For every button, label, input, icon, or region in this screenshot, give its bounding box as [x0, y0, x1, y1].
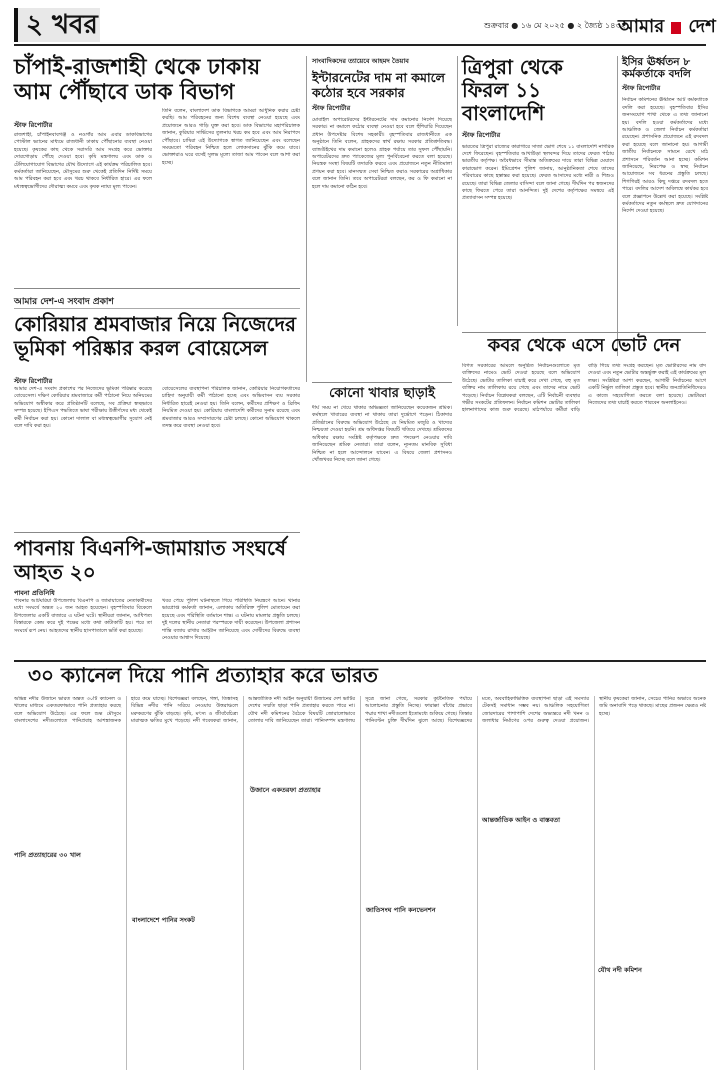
- chapai-body-col2: তিনি বলেন, বাংলাদেশ ডাক বিভাগকে আমরা আধুনিক করার চেষ্টা করছি। আম পরিবহনের জন্য বিশেষ ব্যবস্থা নেওয়া হয়েছে এবং প্রয়োজনে আরও গাড়ি যুক্ত করা হবে। ডাক বিভাগের মহাপরিচালক জানান, কুরিয়ার সার্ভিসের তুলনায় খরচ কম হবে এবং আম নিরাপদে পৌঁছাবে। চাষিরা এই উদ্যোগকে স্বাগত জানিয়েছেন এবং বলেছেন সময়মতো পরিবহন নিশ্চিত হলে লোকসানের ঝুঁকি কমে যাবে। ভোক্তারাও ঘরে বসেই সুলভ মূল্যে তাজা আম পাবেন বলে আশা করা হচ্ছে।: [162, 108, 300, 166]
- internet-headline: ইন্টারনেটের দাম না কমালে কঠোর হবে সরকার: [312, 70, 445, 100]
- pabna-body-col2: খবর পেয়ে পুলিশ ঘটনাস্থলে গিয়ে পরিস্থিতি নিয়ন্ত্রণে আনে। থানার ভারপ্রাপ্ত কর্মকর্তা জানান, এলাকায় অতিরিক্ত পুলিশ মোতায়েন করা হয়েছে এবং পরিস্থিতি বর্তমানে শান্ত। এ ঘটনায় মামলার প্রস্তুতি চলছে। দুই দলের স্থানীয় নেতারা পরস্পরকে দায়ী করেছেন। উপজেলা প্রশাসন শান্তি বজায় রাখার আহ্বান জানিয়েছে এবং দোষীদের বিরুদ্ধে ব্যবস্থা নেওয়ার আশ্বাস দিয়েছে।: [162, 598, 300, 642]
- tripura-byline: স্টাফ রিপোর্টার: [462, 130, 501, 139]
- tripura-headline: ত্রিপুরা থেকে ফিরল ১১ বাংলাদেশি: [462, 55, 563, 126]
- canal-subhead-5: আন্তর্জাতিক আইন ও বাস্তবতা: [482, 814, 588, 827]
- story-khabar: [312, 386, 452, 510]
- internet-kicker: সাংবাদিকদের ত্যায়েবে আহমদ তৈয়াব: [312, 57, 409, 65]
- pabna-byline: পাবনা প্রতিনিধি: [14, 589, 55, 597]
- internet-byline: স্টাফ রিপোর্টার: [312, 104, 351, 112]
- story-korea: [14, 294, 300, 526]
- section-title: ২ খবর: [26, 10, 98, 40]
- issue-date: শুক্রবার ● ১৬ মে ২০২৫ ● ২ জ্যৈষ্ঠ ১৪৩২: [484, 21, 626, 30]
- khabar-body: দীর্ঘ সময় না খেয়ে থাকার অভিজ্ঞতা জানিয়েছেন কয়েকজন শ্রমিক। কর্মস্থলে খাবারের ব্যবস্থা না থাকায় তারা দুর্ভোগে পড়েন। ঠিকাদার প্রতিষ্ঠানের বিরুদ্ধে অভিযোগ উঠেছে যে নিয়মিত মজুরি ও খাদ্যের নিশ্চয়তা দেওয়া হয়নি। শ্রম অধিদপ্তর বিষয়টি খতিয়ে দেখছে। শ্রমিকদের অধিকার রক্ষায় সংশ্লিষ্ট কর্তৃপক্ষকে দ্রুত পদক্ষেপ নেওয়ার দাবি জানিয়েছেন শ্রমিক নেতারা। তারা বলেন, ন্যূনতম মানবিক সুবিধা নিশ্চিত না হলে আন্দোলনে যাবেন। এ বিষয়ে জেলা প্রশাসনও খোঁজখবর নিচ্ছে বলে জানা গেছে।: [312, 405, 452, 463]
- story-internet: [312, 56, 452, 382]
- chapai-headline: চাঁপাই-রাজশাহী থেকে ঢাকায় আম পৌঁছাবে ডাক বিভাগ: [14, 55, 261, 105]
- story-pabna: [14, 536, 444, 652]
- chapai-byline: স্টাফ রিপোর্টার: [14, 121, 53, 129]
- isib-byline: স্টাফ রিপোর্টার: [622, 84, 661, 93]
- isib-body: নির্বাচন কমিশনের ঊর্ধ্বতন আট কর্মকর্তাকে বদলি করা হয়েছে। বৃহস্পতিবার ইসির জনসংযোগ শাখা থেকে এ তথ্য জানানো হয়। বদলি হওয়া কর্মকর্তাদের মধ্যে আঞ্চলিক ও জেলা নির্বাচন কর্মকর্তারা রয়েছেন। প্রশাসনিক প্রয়োজনে এই রদবদল করা হয়েছে বলে জানানো হয়। আগামী জাতীয় নির্বাচনকে সামনে রেখে মাঠ প্রশাসনে পরিবর্তন আনা হচ্ছে। কমিশন জানিয়েছে, নিরপেক্ষ ও স্বচ্ছ নির্বাচন আয়োজনে সব ধরনের প্রস্তুতি চলছে। শিগগিরই আরও কিছু দপ্তরে রদবদল হতে পারে। বদলির আদেশ অবিলম্বে কার্যকর হবে বলে প্রজ্ঞাপনে উল্লেখ করা হয়েছে। সংশ্লিষ্ট কর্মকর্তাদের নতুন কর্মস্থলে দ্রুত যোগদানের নির্দেশ দেওয়া হয়েছে।: [622, 97, 708, 215]
- pabna-body-col1: পাবনার আটঘরিয়া উপজেলায় বিএনপি ও জামায়াতের নেতাকর্মীদের মধ্যে সংঘর্ষে অন্তত ২০ জন আহত হয়েছেন। বৃহস্পতিবার বিকেলে উপজেলার একটি বাজারে এ ঘটনা ঘটে। স্থানীয়রা জানান, আধিপত্য বিস্তারকে কেন্দ্র করে দুই পক্ষের মধ্যে কথা কাটাকাটি হয়। পরে তা সংঘর্ষে রূপ নেয়। আহতদের স্থানীয় হাসপাতালে ভর্তি করা হয়েছে।: [14, 598, 152, 634]
- korea-headline: কোরিয়ার শ্রমবাজার নিয়ে নিজেদের ভূমিকা পরিষ্কার করল বোয়েসেল: [14, 312, 296, 361]
- story-chapai: [14, 56, 300, 282]
- paper-name-left: আমার: [618, 16, 665, 37]
- khabar-headline: কোনো খাবার ছাড়াই: [329, 386, 435, 401]
- korea-body-col2: বোয়েসেলের ব্যবস্থাপনা পরিচালক জানান, কোরিয়ার নিয়োগকর্তাদের চাহিদা অনুযায়ী কর্মী পাঠানো হচ্ছে এবং অভিবাসন ব্যয় সরকার নির্ধারিত হারেই নেওয়া হয়। তিনি বলেন, কর্মীদের প্রশিক্ষণ ও ব্রিফিং নিয়মিত দেওয়া হয়। কোরিয়ায় বাংলাদেশি কর্মীদের সুনাম রয়েছে এবং শ্রমবাজার আরও সম্প্রসারণের চেষ্টা চলছে। কোনো অভিযোগ থাকলে তদন্ত করে ব্যবস্থা নেওয়া হবে।: [162, 386, 300, 430]
- story-isib: [622, 56, 708, 356]
- korea-byline: স্টাফ রিপোর্টার: [14, 377, 53, 385]
- section-label: [14, 8, 100, 42]
- canal-subhead-3: উজানে একতরফা প্রত্যাহার: [250, 784, 356, 797]
- canal-subhead-1: পানি প্রত্যাহারের ৩০ খাল: [14, 849, 124, 862]
- canal-headline: ৩০ ক্যানেল দিয়ে পানি প্রত্যাহার করে ভারত: [28, 663, 378, 687]
- internet-body: মোবাইল অপারেটরদের ইন্টারনেটের দাম কমানোর নির্দেশ দিয়েছে সরকার। না কমালে কঠোর ব্যবস্থা নেওয়া হবে বলে হুঁশিয়ারি দিয়েছেন প্রধান উপদেষ্টার বিশেষ সহকারী। বৃহস্পতিবার রাজধানীতে এক অনুষ্ঠানে তিনি বলেন, গ্রাহকদের স্বার্থ রক্ষায় সরকার প্রতিশ্রুতিবদ্ধ। ব্যান্ডউইথের দাম কমানো হলেও গ্রাহক পর্যায়ে তার সুফল পৌঁছায়নি। অপারেটরদের দ্রুত প্যাকেজের মূল্য পুনর্বিবেচনা করতে বলা হয়েছে। নিয়ন্ত্রক সংস্থা বিষয়টি তদারকি করবে এবং প্রয়োজনে নতুন নীতিমালা প্রণয়ন করা হবে। মানসম্মত সেবা নিশ্চিত করাও সরকারের অগ্রাধিকার বলে জানান তিনি। তবে অপারেটররা বলছেন, কর ও ফি কমানো না হলে দাম কমানো কঠিন হবে।: [312, 117, 452, 190]
- story-canal: [14, 664, 706, 1074]
- tripura-body: ভারতের ত্রিপুরা রাজ্যের কারাগারে সাজা ভোগ শেষে ১১ বাংলাদেশি নাগরিক দেশে ফিরেছেন। বৃহস্পতিবার আখাউড়া স্থলবন্দর দিয়ে তাদের ফেরত পাঠায় ভারতীয় কর্তৃপক্ষ। অবৈধভাবে সীমান্ত অতিক্রমের দায়ে তারা বিভিন্ন মেয়াদে কারাভোগ করেন। ইমিগ্রেশন পুলিশ জানায়, আনুষ্ঠানিকতা শেষে তাদের পরিবারের কাছে হস্তান্তর করা হয়েছে। ফেরত আসাদের মধ্যে নারী ও শিশুও রয়েছে। তারা বিভিন্ন জেলার বাসিন্দা বলে জানা গেছে। দীর্ঘদিন পর স্বজনদের কাছে ফিরতে পেরে তারা আনন্দিত। দুই দেশের কর্তৃপক্ষের সমন্বয়ে এই প্রত্যাবাসন সম্পন্ন হয়েছে।: [462, 143, 614, 202]
- kobor-body: বিগত সরকারের আমলে অনুষ্ঠিত নির্বাচনগুলোতে মৃত ব্যক্তিদের নামেও ভোট দেওয়া হয়েছে বলে অভিযোগ উঠেছে। ভোটার তালিকা যাচাই করে দেখা গেছে, বহু মৃত ব্যক্তির নাম তালিকায় রয়ে গেছে এবং তাদের নামে ভোট পড়েছে। নির্বাচন বিশ্লেষকরা বলছেন, এটি নির্বাচনী ব্যবস্থার গভীর সংকটের প্রতিফলন। নির্বাচন কমিশন ভোটার তালিকা হালনাগাদের কাজ শুরু করেছে। মাঠপর্যায়ে কর্মীরা বাড়ি বাড়ি গিয়ে তথ্য সংগ্রহ করছেন। মৃত ভোটারদের নাম বাদ দেওয়া এবং নতুন ভোটার অন্তর্ভুক্ত করাই এই কার্যক্রমের মূল লক্ষ্য। সংশ্লিষ্টরা আশা করছেন, আগামী নির্বাচনের আগে একটি নির্ভুল তালিকা প্রস্তুত হবে। স্থানীয় জনপ্রতিনিধিদেরও এ কাজে সহযোগিতা করতে বলা হয়েছে। ভোটাররা নিজেদের তথ্য যাচাই করতে পারবেন অনলাইনেও।: [462, 362, 706, 414]
- canal-body: অভিন্ন নদীর উজানে ভারত অন্তত ৩০টি ক্যানেল ও খালের মাধ্যমে একতরফাভাবে পানি প্রত্যাহার করছে বলে অভিযোগ উঠেছে। এর ফলে শুষ্ক মৌসুমে বাংলাদেশের নদীগুলোতে পানিপ্রবাহ আশঙ্কাজনক হারে কমে যাচ্ছে। বিশেষজ্ঞরা বলছেন, গঙ্গা, তিস্তাসহ বিভিন্ন নদীর পানি সরিয়ে নেওয়ায় উত্তরাঞ্চলে মরুকরণের ঝুঁকি বাড়ছে। কৃষি, মৎস্য ও জীববৈচিত্র্য মারাত্মক ক্ষতির মুখে পড়েছে। নদী গবেষকরা জানান, আন্তর্জাতিক নদী আইন অনুযায়ী উজানের দেশ ভাটির দেশের সম্মতি ছাড়া পানি প্রত্যাহার করতে পারে না। যৌথ নদী কমিশনের বৈঠকে বিষয়টি জোরালোভাবে তোলার দাবি জানিয়েছেন তারা। পানিসম্পদ মন্ত্রণালয় সূত্রে জানা গেছে, সরকার কূটনৈতিক পর্যায়ে আলোচনার প্রস্তুতি নিচ্ছে। ফারাক্কা বাঁধের প্রভাবে পদ্মার শাখা নদীগুলো ইতোমধ্যে শুকিয়ে গেছে। তিস্তার পানিবণ্টন চুক্তি দীর্ঘদিন ঝুলে আছে। বিশেষজ্ঞদের মতে, অববাহিকাভিত্তিক ব্যবস্থাপনা ছাড়া এই সমস্যার টেকসই সমাধান সম্ভব নয়। আঞ্চলিক সহযোগিতা জোরদারের পাশাপাশি দেশের অভ্যন্তরে নদী খনন ও জলাধার নির্মাণের ওপর গুরুত্ব দেওয়া প্রয়োজন। স্থানীয় কৃষকেরা জানান, সেচের পানির অভাবে অনেক জমি অনাবাদি পড়ে থাকছে। মাছের প্রজনন ক্ষেত্রও নষ্ট হচ্ছে।: [14, 696, 706, 725]
- story-kobor: [462, 336, 706, 654]
- kobor-headline: কবর থেকে এসে ভোট দেন: [487, 335, 681, 356]
- isib-headline: ইসির ঊর্ধ্বতন ৮ কর্মকর্তাকে বদলি: [622, 56, 691, 81]
- logo-square-icon: [671, 22, 681, 34]
- korea-body-col1: আমার দেশ-এ সংবাদ প্রকাশের পর নিজেদের ভূমিকা পরিষ্কার করেছে বোয়েসেল। দক্ষিণ কোরিয়ার শ্রমবাজারে কর্মী পাঠানো নিয়ে অনিয়মের অভিযোগ অস্বীকার করে প্রতিষ্ঠানটি বলেছে, সব প্রক্রিয়া স্বচ্ছভাবে সম্পন্ন হয়েছে। ইপিএস পদ্ধতিতে ভাষা পরীক্ষায় উত্তীর্ণদের মধ্য থেকেই কর্মী নির্বাচন করা হয়। কোনো দালাল বা মধ্যস্বত্বভোগীর সুযোগ নেই বলে দাবি করা হয়।: [14, 386, 152, 430]
- story-tripura: [462, 56, 614, 326]
- canal-subhead-4: জাতিসংঘ পানি কনভেনশন: [366, 904, 472, 917]
- canal-subhead-2: বাংলাদেশে পানির সংকট: [132, 914, 238, 927]
- chapai-body-col1: রাজশাহী, চাঁপাইনবাবগঞ্জ ও নওগাঁর আম এবার ডাকবিভাগের পোস্টাল ভ্যানের মাধ্যমে রাজধানী ঢাকায় পৌঁছানোর ব্যবস্থা নেওয়া হয়েছে। কৃষকের কাছ থেকে সরাসরি আম সংগ্রহ করে ভোক্তার দোরগোড়ায় পৌঁছে দেওয়া হবে। কৃষি মন্ত্রণালয় এবং ডাক ও টেলিযোগাযোগ বিভাগের যৌথ উদ্যোগে এই কার্যক্রম পরিচালিত হবে। কর্মকর্তারা জানিয়েছেন, মৌসুমের শুরু থেকেই প্রতিদিন নির্দিষ্ট সময়ে আম পরিবহন করা হবে এবং খরচ থাকবে নির্ধারিত হারে। এর ফলে মধ্যস্বত্বভোগীদের দৌরাত্ম্য কমবে এবং কৃষক ন্যায্য মূল্য পাবেন।: [14, 132, 152, 190]
- paper-name-right: দেশ: [688, 16, 716, 37]
- paper-logo: [618, 12, 716, 38]
- masthead: [14, 8, 716, 48]
- pabna-headline: পাবনায় বিএনপি-জামায়াত সংঘর্ষে আহত ২০: [14, 536, 286, 584]
- korea-kicker: আমার দেশ-এ সংবাদ প্রকাশ: [14, 297, 114, 307]
- canal-subhead-6: যৌথ নদী কমিশন: [598, 964, 704, 977]
